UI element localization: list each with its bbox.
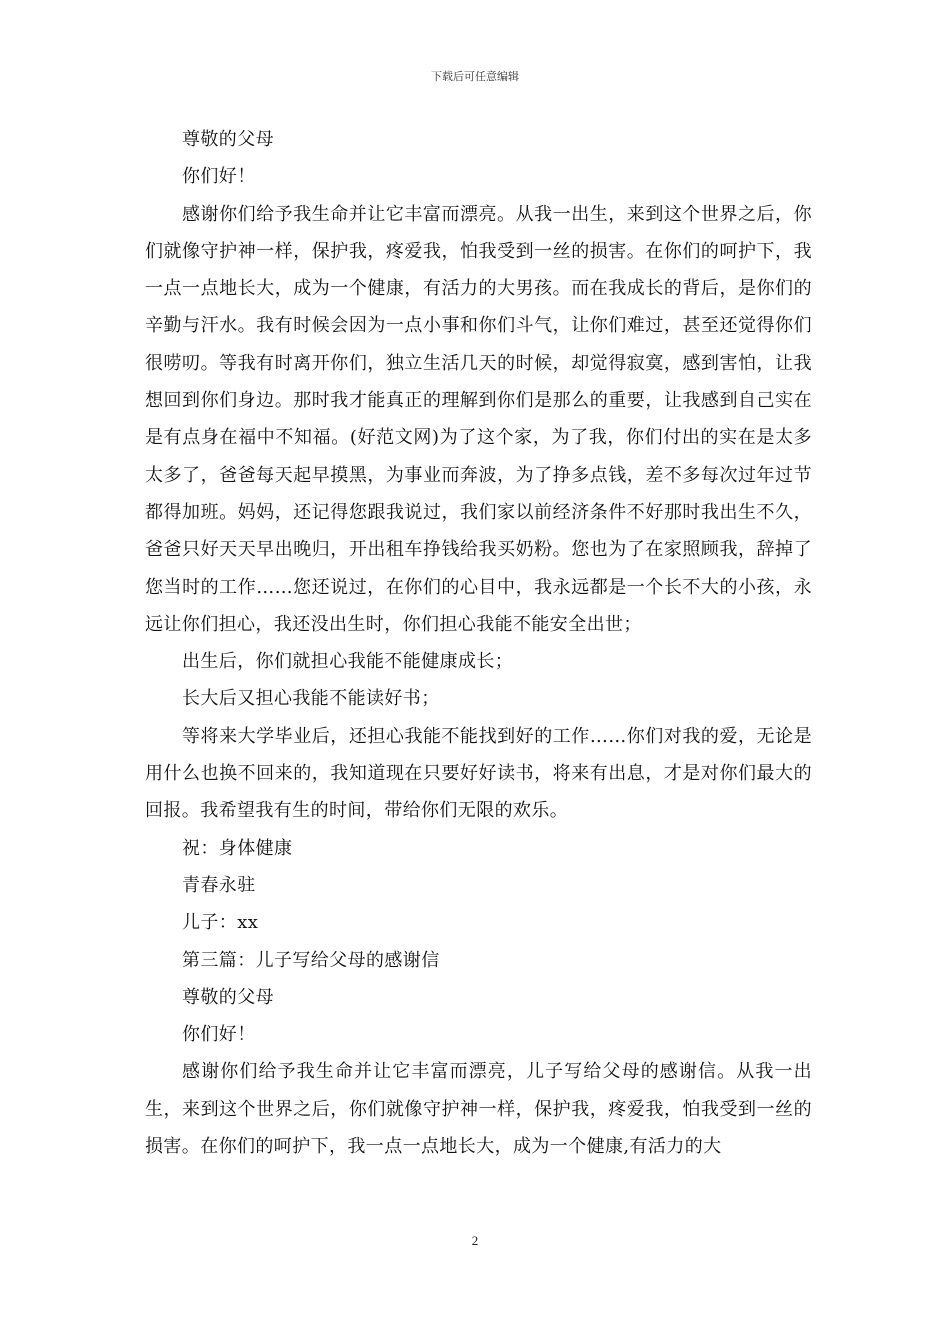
closing-wish-2: 青春永驻 (182, 874, 256, 896)
greeting: 你们好！ (182, 1024, 256, 1046)
salutation: 尊敬的父母 (182, 129, 274, 150)
document-body (145, 121, 812, 1165)
page-header: 下载后可任意编辑 (431, 70, 519, 83)
closing-wish: 祝：身体健康 (182, 837, 293, 859)
signature: 儿子：xx (182, 912, 259, 934)
salutation: 尊敬的父母 (182, 986, 274, 1008)
page-number: 2 (471, 1233, 479, 1248)
body-paragraph: 感谢你们给予我生命并让它丰富而漂亮，儿子写给父母的感谢信。从我一出生，来到这个世界之后，你们就像守护神一样，保护我，疼爱我，怕我受到一丝的损害。在你们的呵护下，我一点一点地长大，成为一个健康,有活力的大 (145, 1061, 812, 1158)
body-paragraph: 感谢你们给予我生命并让它丰富而漂亮。从我一出生，来到这个世界之后，你们就像守护神一样，保护我，疼爱我，怕我受到一丝的损害。在你们的呵护下，我一点一点地长大，成为一个健康，有活力的大男孩。而在我成长的背后，是你们的辛勤与汗水。我有时候会因为一点小事和你们斗气，让你们难过，甚至还觉得你们很唠叨。等我有时离开你们，独立生活几天的时候，却觉得寂寞，感到害怕，让我想回到你们身边。那时我才能真正的理解到你们是那么的重要，让我感到自己实在是有点身在福中不知福。(好范文网)为了这个家，为了我，你们付出的实在是太多太多了，爸爸每天起早摸黑，为事业而奔波，为了挣多点钱，差不多每次过年过节都得加班。妈妈，还记得您跟我说过，我们家以前经济条件不好那时我出生不久，爸爸只好天天早出晚归，开出租车挣钱给我买奶粉。您也为了在家照顾我，辞掉了您当时的工作……您还说过，在你们的心目中，我永远都是一个长不大的小孩，永远让你们担心，我还没出生时，你们担心我能不能安全出世； (145, 203, 812, 635)
body-paragraph: 等将来大学毕业后，还担心我能不能找到好的工作……你们对我的爱，无论是用什么也换不回来的，我知道现在只要好好读书，将来有出息，才是对你们最大的回报。我希望我有生的时间，带给你们无限的欢乐。 (145, 725, 812, 822)
section-title: 第三篇：儿子写给父母的感谢信 (182, 949, 440, 971)
greeting: 你们好！ (182, 166, 256, 188)
body-paragraph: 出生后，你们就担心我能不能健康成长； (182, 651, 514, 673)
body-paragraph: 长大后又担心我能不能读好书； (182, 688, 440, 710)
